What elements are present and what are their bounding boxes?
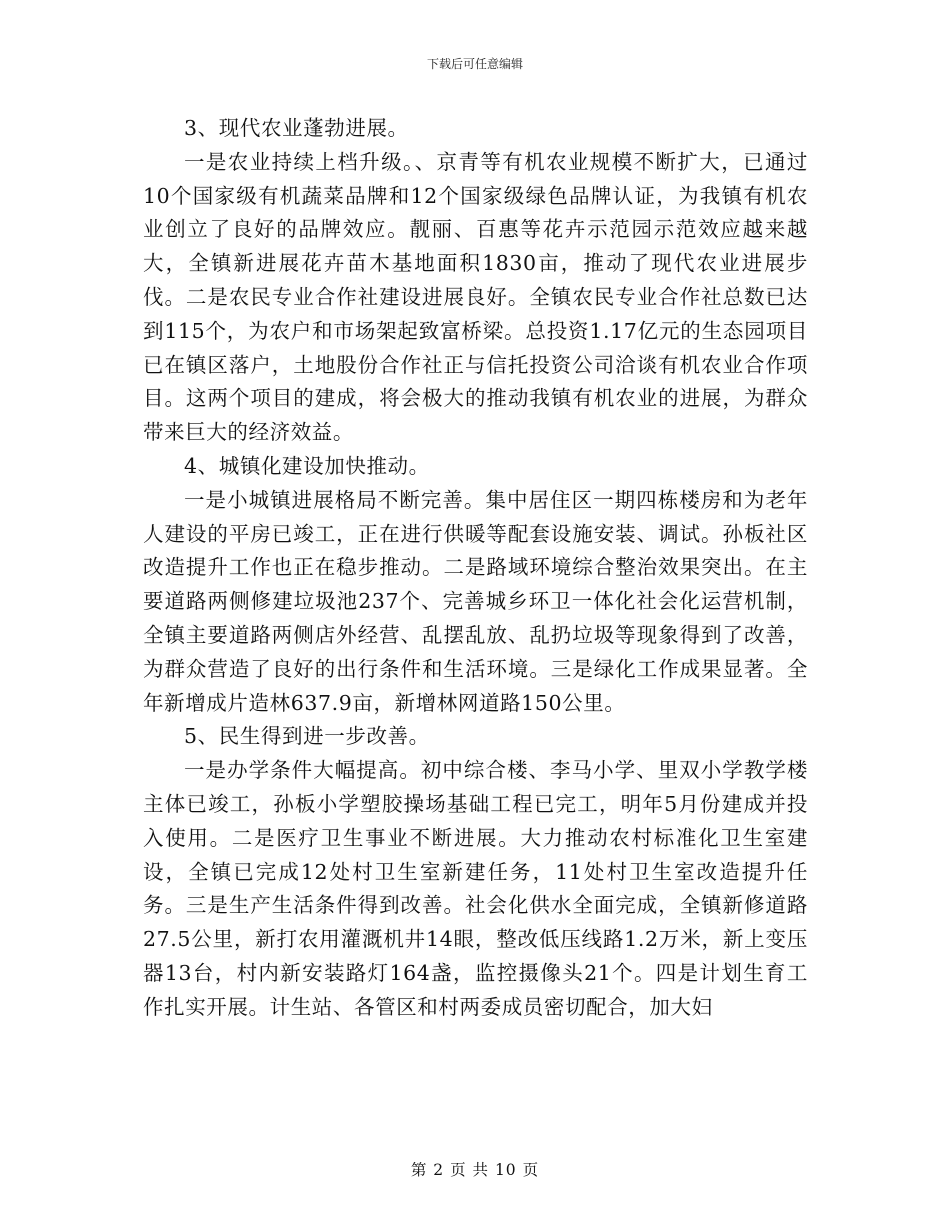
section-heading-3: 3、现代农业蓬勃进展。	[184, 116, 409, 140]
page-number-footer: 第 2 页 共 10 页	[410, 1161, 540, 1179]
paragraph-urbanization: 一是小城镇进展格局不断完善。集中居住区一期四栋楼房和为老年人建设的平房已竣工，正在进行供暖等配套设施安装、调试。孙板社区改造提升工作也正在稳步推动。二是路域环境综合整治效果突出。在主要道路两侧修建垃圾池237个、完善城乡环卫一体化社会化运营机制，全镇主要道路两侧店外经营、乱摆乱放、乱扔垃圾等现象得到了改善，为群众营造了良好的出行条件和生活环境。三是绿化工作成果显著。全年新增成片造林637.9亩，新增林网道路150公里。	[143, 487, 808, 715]
paragraph-livelihood: 一是办学条件大幅提高。初中综合楼、李马小学、里双小学教学楼主体已竣工，孙板小学塑胶操场基础工程已完工，明年5月份建成并投入使用。二是医疗卫生事业不断进展。大力推动农村标准化卫生室建设，全镇已完成12处村卫生室新建任务，11处村卫生室改造提升任务。三是生产生活条件得到改善。社会化供水全面完成，全镇新修道路27.5公里，新打农用灌溉机井14眼，整改低压线路1.2万米，新上变压器13台，村内新安装路灯164盏，监控摄像头21个。四是计划生育工作扎实开展。计生站、各管区和村两委成员密切配合，加大妇	[143, 758, 808, 1019]
document-body	[143, 112, 808, 1025]
header-note: 下载后可任意编辑	[426, 57, 523, 71]
paragraph-agriculture: 一是农业持续上档升级。、京青等有机农业规模不断扩大，已通过10个国家级有机蔬菜品牌和12个国家级绿色品牌认证，为我镇有机农业创立了良好的品牌效应。靓丽、百惠等花卉示范园示范效应越来越大，全镇新进展花卉苗木基地面积1830亩，推动了现代农业进展步伐。二是农民专业合作社建设进展良好。全镇农民专业合作社总数已达到115个，为农户和市场架起致富桥梁。总投资1.17亿元的生态园项目已在镇区落户，土地股份合作社正与信托投资公司洽谈有机农业合作项目。这两个项目的建成，将会极大的推动我镇有机农业的进展，为群众带来巨大的经济效益。	[143, 149, 808, 445]
section-heading-5: 5、民生得到进一步改善。	[184, 724, 430, 749]
section-heading-4: 4、城镇化建设加快推动。	[184, 453, 430, 478]
